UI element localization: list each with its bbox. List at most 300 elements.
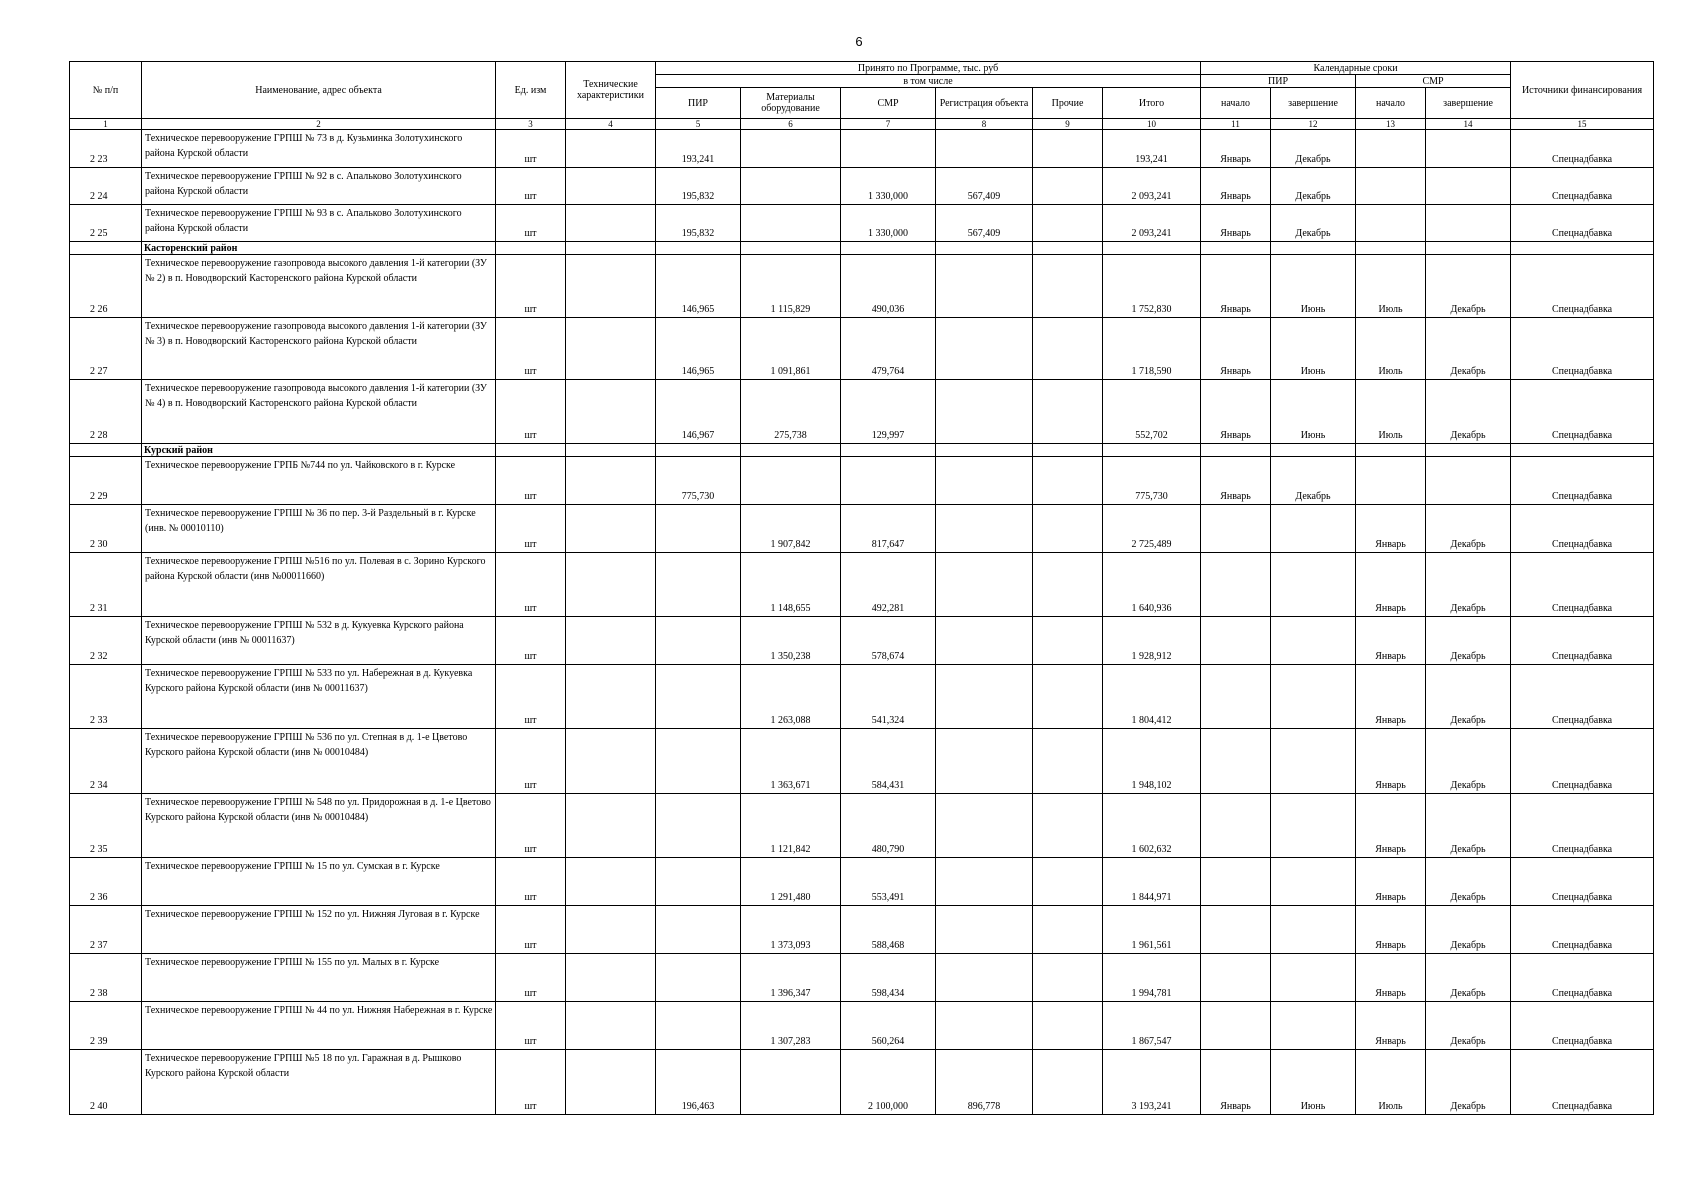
column-number: 8 [936,119,1033,130]
table-row [70,794,1654,858]
table-body [70,130,1654,1115]
header-materials: Материалы оборудование [741,88,841,119]
tech-cell [566,318,656,380]
row-number: 2 23 [70,130,142,168]
smr-end: Декабрь [1426,665,1511,729]
pir-amount [656,1002,741,1050]
unit-cell: шт [496,858,566,906]
tech-cell [566,255,656,318]
smr-end: Декабрь [1426,318,1511,380]
tech-cell [566,858,656,906]
smr-end: Декабрь [1426,1002,1511,1050]
smr-amount: 1 330,000 [841,168,936,205]
table-row [70,505,1654,553]
pir-end [1271,505,1356,553]
unit-cell: шт [496,205,566,242]
pir-start [1201,505,1271,553]
table-row [70,380,1654,444]
row-number: 2 32 [70,617,142,665]
empty-cell [496,444,566,457]
table-row [70,954,1654,1002]
smr-end [1426,130,1511,168]
program-table [69,61,1654,1115]
smr-amount: 480,790 [841,794,936,858]
registration-amount [936,380,1033,444]
other-amount [1033,130,1103,168]
materials-amount: 1 291,480 [741,858,841,906]
pir-start [1201,794,1271,858]
other-amount [1033,665,1103,729]
pir-end: Июнь [1271,380,1356,444]
funding-source: Спецнадбавка [1511,617,1654,665]
unit-cell: шт [496,954,566,1002]
total-amount: 1 640,936 [1103,553,1201,617]
empty-cell [841,242,936,255]
table-row [70,457,1654,505]
table-header [70,62,1654,130]
tech-cell [566,380,656,444]
other-amount [1033,255,1103,318]
object-name: Техническое перевооружение ГРПШ № 93 в с. Апальково Золотухинского района Курской области [142,205,496,242]
object-name: Техническое перевооружение ГРПШ № 548 по ул. Придорожная в д. 1-е Цветово Курского района Курской области (инв № 00010484) [142,794,496,858]
pir-start [1201,1002,1271,1050]
smr-amount: 129,997 [841,380,936,444]
smr-end [1426,457,1511,505]
empty-cell [1271,242,1356,255]
object-name: Техническое перевооружение ГРПБ №744 по ул. Чайковского в г. Курске [142,457,496,505]
pir-end: Декабрь [1271,457,1356,505]
table-row [70,205,1654,242]
smr-end: Декабрь [1426,505,1511,553]
table-row [70,858,1654,906]
row-number: 2 37 [70,906,142,954]
other-amount [1033,505,1103,553]
header-sources: Источники финансирования [1511,62,1654,119]
smr-end [1426,168,1511,205]
header-cal-smr: СМР [1356,75,1511,88]
header-smr-start: начало [1356,88,1426,119]
row-number: 2 29 [70,457,142,505]
empty-cell [841,444,936,457]
object-name: Техническое перевооружение ГРПШ № 92 в с. Апальково Золотухинского района Курской области [142,168,496,205]
unit-cell: шт [496,457,566,505]
header-other: Прочие [1033,88,1103,119]
funding-source: Спецнадбавка [1511,858,1654,906]
row-number: 2 33 [70,665,142,729]
smr-amount: 578,674 [841,617,936,665]
other-amount [1033,380,1103,444]
pir-amount [656,617,741,665]
smr-start: Январь [1356,1002,1426,1050]
smr-start: Январь [1356,553,1426,617]
registration-amount [936,794,1033,858]
registration-amount: 896,778 [936,1050,1033,1115]
tech-cell [566,505,656,553]
materials-amount: 1 373,093 [741,906,841,954]
tech-cell [566,794,656,858]
smr-start [1356,168,1426,205]
materials-amount: 275,738 [741,380,841,444]
pir-start [1201,553,1271,617]
funding-source: Спецнадбавка [1511,1050,1654,1115]
column-number: 9 [1033,119,1103,130]
unit-cell: шт [496,255,566,318]
header-cal-pir: ПИР [1201,75,1356,88]
column-number: 6 [741,119,841,130]
pir-start [1201,729,1271,794]
pir-end [1271,858,1356,906]
column-number: 14 [1426,119,1511,130]
registration-amount [936,617,1033,665]
smr-amount [841,130,936,168]
header-accepted: Принято по Программе, тыс. руб [656,62,1201,75]
registration-amount: 567,409 [936,168,1033,205]
pir-end: Июнь [1271,1050,1356,1115]
column-number: 3 [496,119,566,130]
column-number: 1 [70,119,142,130]
smr-end [1426,205,1511,242]
smr-amount: 2 100,000 [841,1050,936,1115]
materials-amount: 1 148,655 [741,553,841,617]
header-including: в том числе [656,75,1201,88]
column-number: 15 [1511,119,1654,130]
empty-cell [936,242,1033,255]
smr-start: Июль [1356,255,1426,318]
funding-source: Спецнадбавка [1511,794,1654,858]
empty-cell [70,242,142,255]
table-row [70,553,1654,617]
pir-end [1271,794,1356,858]
unit-cell: шт [496,1002,566,1050]
smr-start [1356,205,1426,242]
object-name: Техническое перевооружение ГРПШ № 536 по ул. Степная в д. 1-е Цветово Курского района Курской области (инв № 00010484) [142,729,496,794]
pir-end [1271,617,1356,665]
row-number: 2 39 [70,1002,142,1050]
registration-amount [936,505,1033,553]
page-number: 6 [855,34,863,49]
pir-amount: 146,965 [656,255,741,318]
total-amount: 193,241 [1103,130,1201,168]
funding-source: Спецнадбавка [1511,205,1654,242]
total-amount: 2 725,489 [1103,505,1201,553]
smr-end: Декабрь [1426,553,1511,617]
smr-start: Январь [1356,665,1426,729]
total-amount: 1 948,102 [1103,729,1201,794]
object-name: Техническое перевооружение газопровода высокого давления 1-й категории (ЗУ № 4) в п. Новодворский Касторенского района Курской области [142,380,496,444]
unit-cell: шт [496,729,566,794]
header-calendar: Календарные сроки [1201,62,1511,75]
pir-start [1201,617,1271,665]
empty-cell [936,444,1033,457]
table-row [70,318,1654,380]
column-number: 4 [566,119,656,130]
smr-amount: 584,431 [841,729,936,794]
materials-amount [741,457,841,505]
pir-end [1271,665,1356,729]
total-amount: 1 994,781 [1103,954,1201,1002]
pir-amount [656,505,741,553]
column-number: 2 [142,119,496,130]
header-num: № п/п [70,62,142,119]
pir-amount [656,665,741,729]
smr-amount: 817,647 [841,505,936,553]
other-amount [1033,1002,1103,1050]
table-row [70,729,1654,794]
registration-amount [936,318,1033,380]
header-unit: Ед. изм [496,62,566,119]
header-pir-start: начало [1201,88,1271,119]
total-amount: 1 602,632 [1103,794,1201,858]
tech-cell [566,130,656,168]
materials-amount [741,130,841,168]
tech-cell [566,1002,656,1050]
materials-amount: 1 363,671 [741,729,841,794]
column-numbers-row [70,119,1654,130]
empty-cell [1103,242,1201,255]
materials-amount [741,168,841,205]
pir-amount [656,906,741,954]
district-row [70,444,1654,457]
smr-end: Декабрь [1426,729,1511,794]
object-name: Техническое перевооружение ГРПШ №5 18 по ул. Гаражная в д. Рышково Курского района Курской области [142,1050,496,1115]
materials-amount: 1 263,088 [741,665,841,729]
row-number: 2 30 [70,505,142,553]
row-number: 2 34 [70,729,142,794]
empty-cell [1426,242,1511,255]
registration-amount [936,858,1033,906]
header-smr-end: завершение [1426,88,1511,119]
empty-cell [496,242,566,255]
table-row [70,1050,1654,1115]
smr-end: Декабрь [1426,794,1511,858]
unit-cell: шт [496,318,566,380]
pir-start: Январь [1201,168,1271,205]
unit-cell: шт [496,130,566,168]
pir-start: Январь [1201,255,1271,318]
row-number: 2 36 [70,858,142,906]
smr-start: Июль [1356,318,1426,380]
pir-end: Июнь [1271,255,1356,318]
funding-source: Спецнадбавка [1511,1002,1654,1050]
smr-start: Январь [1356,858,1426,906]
column-number: 7 [841,119,936,130]
total-amount: 1 844,971 [1103,858,1201,906]
pir-amount: 146,965 [656,318,741,380]
header-registration: Регистрация объекта [936,88,1033,119]
other-amount [1033,954,1103,1002]
smr-amount: 553,491 [841,858,936,906]
pir-start: Январь [1201,380,1271,444]
tech-cell [566,906,656,954]
smr-start: Июль [1356,1050,1426,1115]
pir-amount [656,553,741,617]
empty-cell [566,242,656,255]
pir-end [1271,729,1356,794]
smr-start [1356,130,1426,168]
registration-amount [936,457,1033,505]
registration-amount [936,1002,1033,1050]
smr-end: Декабрь [1426,617,1511,665]
column-number: 5 [656,119,741,130]
unit-cell: шт [496,505,566,553]
empty-cell [1033,242,1103,255]
empty-cell [1511,242,1654,255]
row-number: 2 27 [70,318,142,380]
row-number: 2 28 [70,380,142,444]
empty-cell [1103,444,1201,457]
empty-cell [1511,444,1654,457]
row-number: 2 26 [70,255,142,318]
row-number: 2 40 [70,1050,142,1115]
total-amount: 1 752,830 [1103,255,1201,318]
pir-start [1201,954,1271,1002]
total-amount: 775,730 [1103,457,1201,505]
total-amount: 2 093,241 [1103,205,1201,242]
header-total: Итого [1103,88,1201,119]
other-amount [1033,617,1103,665]
pir-start [1201,858,1271,906]
registration-amount [936,665,1033,729]
registration-amount [936,553,1033,617]
unit-cell: шт [496,794,566,858]
column-number: 12 [1271,119,1356,130]
tech-cell [566,729,656,794]
pir-start: Январь [1201,318,1271,380]
empty-cell [1356,444,1426,457]
pir-start: Январь [1201,130,1271,168]
empty-cell [566,444,656,457]
unit-cell: шт [496,168,566,205]
object-name: Техническое перевооружение ГРПШ № 36 по пер. 3-й Раздельный в г. Курске (инв. № 00010110) [142,505,496,553]
object-name: Техническое перевооружение ГРПШ № 15 по ул. Сумская в г. Курске [142,858,496,906]
empty-cell [70,444,142,457]
total-amount: 1 928,912 [1103,617,1201,665]
empty-cell [1201,242,1271,255]
total-amount: 1 718,590 [1103,318,1201,380]
table-row [70,168,1654,205]
smr-amount: 1 330,000 [841,205,936,242]
smr-start: Январь [1356,617,1426,665]
smr-end: Декабрь [1426,954,1511,1002]
funding-source: Спецнадбавка [1511,318,1654,380]
district-name: Касторенский район [142,242,496,255]
row-number: 2 25 [70,205,142,242]
tech-cell [566,1050,656,1115]
table-row [70,1002,1654,1050]
funding-source: Спецнадбавка [1511,906,1654,954]
materials-amount: 1 091,861 [741,318,841,380]
pir-start: Январь [1201,457,1271,505]
column-number: 13 [1356,119,1426,130]
object-name: Техническое перевооружение ГРПШ № 532 в д. Кукуевка Курского района Курской области (инв № 00011637) [142,617,496,665]
row-number: 2 24 [70,168,142,205]
registration-amount [936,954,1033,1002]
pir-amount: 196,463 [656,1050,741,1115]
smr-amount: 492,281 [841,553,936,617]
district-row [70,242,1654,255]
row-number: 2 38 [70,954,142,1002]
materials-amount: 1 115,829 [741,255,841,318]
other-amount [1033,457,1103,505]
funding-source: Спецнадбавка [1511,130,1654,168]
pir-amount: 195,832 [656,168,741,205]
other-amount [1033,318,1103,380]
smr-amount: 541,324 [841,665,936,729]
pir-amount [656,794,741,858]
registration-amount [936,906,1033,954]
materials-amount [741,1050,841,1115]
unit-cell: шт [496,665,566,729]
smr-start: Январь [1356,505,1426,553]
smr-end: Декабрь [1426,380,1511,444]
smr-start: Январь [1356,906,1426,954]
materials-amount: 1 396,347 [741,954,841,1002]
smr-end: Декабрь [1426,255,1511,318]
funding-source: Спецнадбавка [1511,954,1654,1002]
empty-cell [656,242,741,255]
smr-end: Декабрь [1426,906,1511,954]
other-amount [1033,205,1103,242]
pir-amount [656,858,741,906]
materials-amount [741,205,841,242]
materials-amount: 1 121,842 [741,794,841,858]
pir-end [1271,954,1356,1002]
object-name: Техническое перевооружение ГРПШ № 152 по ул. Нижняя Луговая в г. Курске [142,906,496,954]
pir-end: Декабрь [1271,130,1356,168]
smr-amount: 598,434 [841,954,936,1002]
unit-cell: шт [496,380,566,444]
smr-amount [841,457,936,505]
pir-amount [656,954,741,1002]
pir-end [1271,553,1356,617]
funding-source: Спецнадбавка [1511,255,1654,318]
header-pir-end: завершение [1271,88,1356,119]
smr-start: Январь [1356,794,1426,858]
materials-amount: 1 907,842 [741,505,841,553]
table-row [70,130,1654,168]
smr-start: Январь [1356,729,1426,794]
pir-amount: 193,241 [656,130,741,168]
total-amount: 1 867,547 [1103,1002,1201,1050]
other-amount [1033,794,1103,858]
other-amount [1033,858,1103,906]
total-amount: 552,702 [1103,380,1201,444]
materials-amount: 1 307,283 [741,1002,841,1050]
smr-end: Декабрь [1426,858,1511,906]
registration-amount: 567,409 [936,205,1033,242]
funding-source: Спецнадбавка [1511,665,1654,729]
tech-cell [566,553,656,617]
other-amount [1033,1050,1103,1115]
funding-source: Спецнадбавка [1511,380,1654,444]
smr-amount: 490,036 [841,255,936,318]
smr-amount: 588,468 [841,906,936,954]
empty-cell [656,444,741,457]
object-name: Техническое перевооружение ГРПШ № 533 по ул. Набережная в д. Кукуевка Курского района Курской области (инв № 00011637) [142,665,496,729]
header-tech: Технические характеристики [566,62,656,119]
total-amount: 2 093,241 [1103,168,1201,205]
tech-cell [566,665,656,729]
object-name: Техническое перевооружение газопровода высокого давления 1-й категории (ЗУ № 3) в п. Новодворский Касторенского района Курской области [142,318,496,380]
funding-source: Спецнадбавка [1511,457,1654,505]
column-number: 10 [1103,119,1201,130]
total-amount: 1 961,561 [1103,906,1201,954]
total-amount: 1 804,412 [1103,665,1201,729]
table-row [70,906,1654,954]
empty-cell [1033,444,1103,457]
tech-cell [566,457,656,505]
other-amount [1033,168,1103,205]
